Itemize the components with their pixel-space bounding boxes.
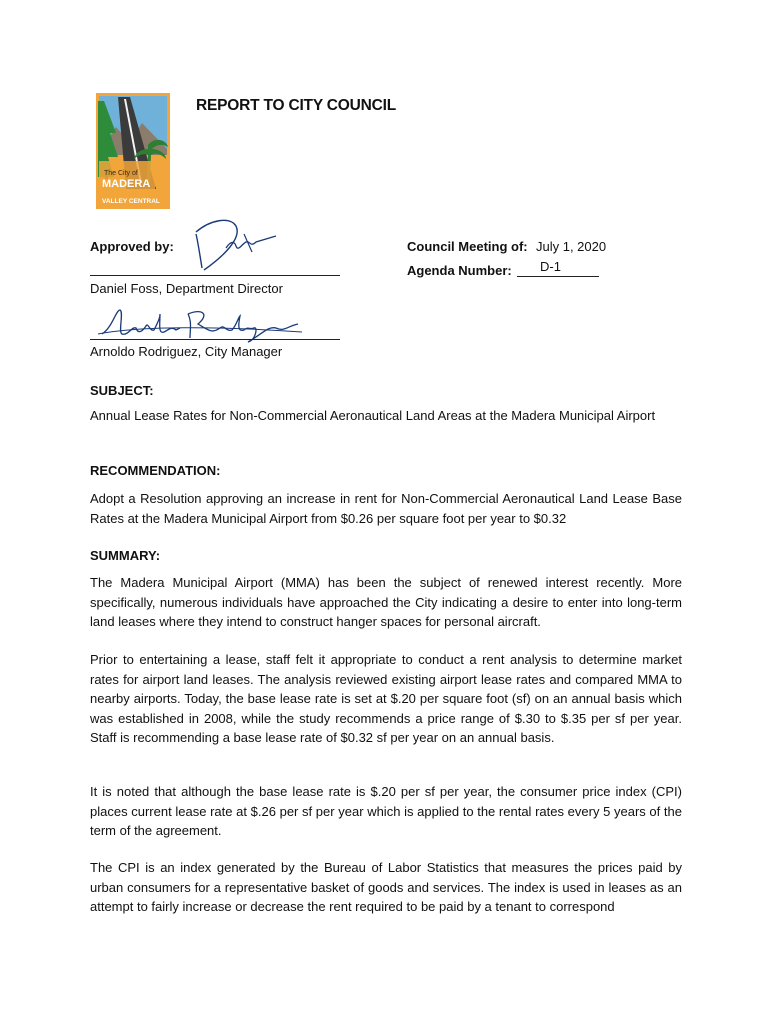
- agenda-number-label: Agenda Number:: [407, 263, 512, 278]
- director-signature: [190, 212, 290, 274]
- page-title: REPORT TO CITY COUNCIL: [196, 97, 396, 114]
- summary-paragraph: The CPI is an index generated by the Bureau of Labor Statistics that measures the prices paid by urban consumers for a representative basket of goods and services. The index is used in leases as an attempt to fairly increase or decrease the rent required to be paid by a tenant to correspond: [90, 860, 682, 914]
- manager-name: Arnoldo Rodriguez, City Manager: [90, 344, 283, 359]
- summary-paragraph: Prior to entertaining a lease, staff felt it appropriate to conduct a rent analysis to determine market rates for airport land leases. The analysis reviewed existing airport lease rates and compared MMA to nearby airports. Today, the base lease rate is set at $.20 per square foot (sf) on an annual basis which was established in 2008, while the study recommends a price range of $.30 to $.35 per sf per year. Staff is recommending a base lease rate of $0.32 sf per year on an annual basis.: [90, 652, 682, 745]
- recommendation-text: Adopt a Resolution approving an increase in rent for Non-Commercial Aeronautical Land Lease Base Rates at the Madera Municipal Airport from $0.26 per square foot per year to $0.32: [90, 491, 682, 526]
- council-meeting-value: July 1, 2020: [536, 239, 607, 254]
- director-name: Daniel Foss, Department Director: [90, 281, 283, 296]
- council-meeting-label: Council Meeting of:: [407, 239, 528, 254]
- manager-signature-line: [90, 339, 340, 340]
- summary-heading: SUMMARY:: [90, 548, 161, 563]
- subject-text: Annual Lease Rates for Non-Commercial Aeronautical Land Areas at the Madera Municipal Airport: [90, 408, 656, 423]
- summary-paragraph: It is noted that although the base lease rate is $.20 per sf per year, the consumer price index (CPI) places current lease rate at $.26 per sf per year which is applied to the rental rates every 5 years of the term of the agreement.: [90, 784, 682, 838]
- madera-logo-graphic: [96, 93, 170, 209]
- subject-heading: SUBJECT:: [90, 383, 154, 398]
- agenda-number-value: D-1: [540, 259, 561, 274]
- approved-by-label: Approved by:: [90, 239, 174, 254]
- logo-text-line2: MADERA: [102, 178, 151, 190]
- summary-paragraph: The Madera Municipal Airport (MMA) has been the subject of renewed interest recently. More specifically, numerous individuals have approached the City indicating a desire to enter into long-term land leases where they intend to construct hanger spaces for personal aircraft.: [90, 575, 682, 629]
- city-logo: [96, 93, 170, 209]
- logo-text-line3: VALLEY CENTRAL: [102, 198, 160, 205]
- logo-text-line1: The City of: [104, 170, 138, 177]
- manager-signature: [98, 304, 304, 344]
- agenda-number-line: [517, 276, 599, 277]
- director-signature-line: [90, 275, 340, 276]
- recommendation-heading: RECOMMENDATION:: [90, 463, 221, 478]
